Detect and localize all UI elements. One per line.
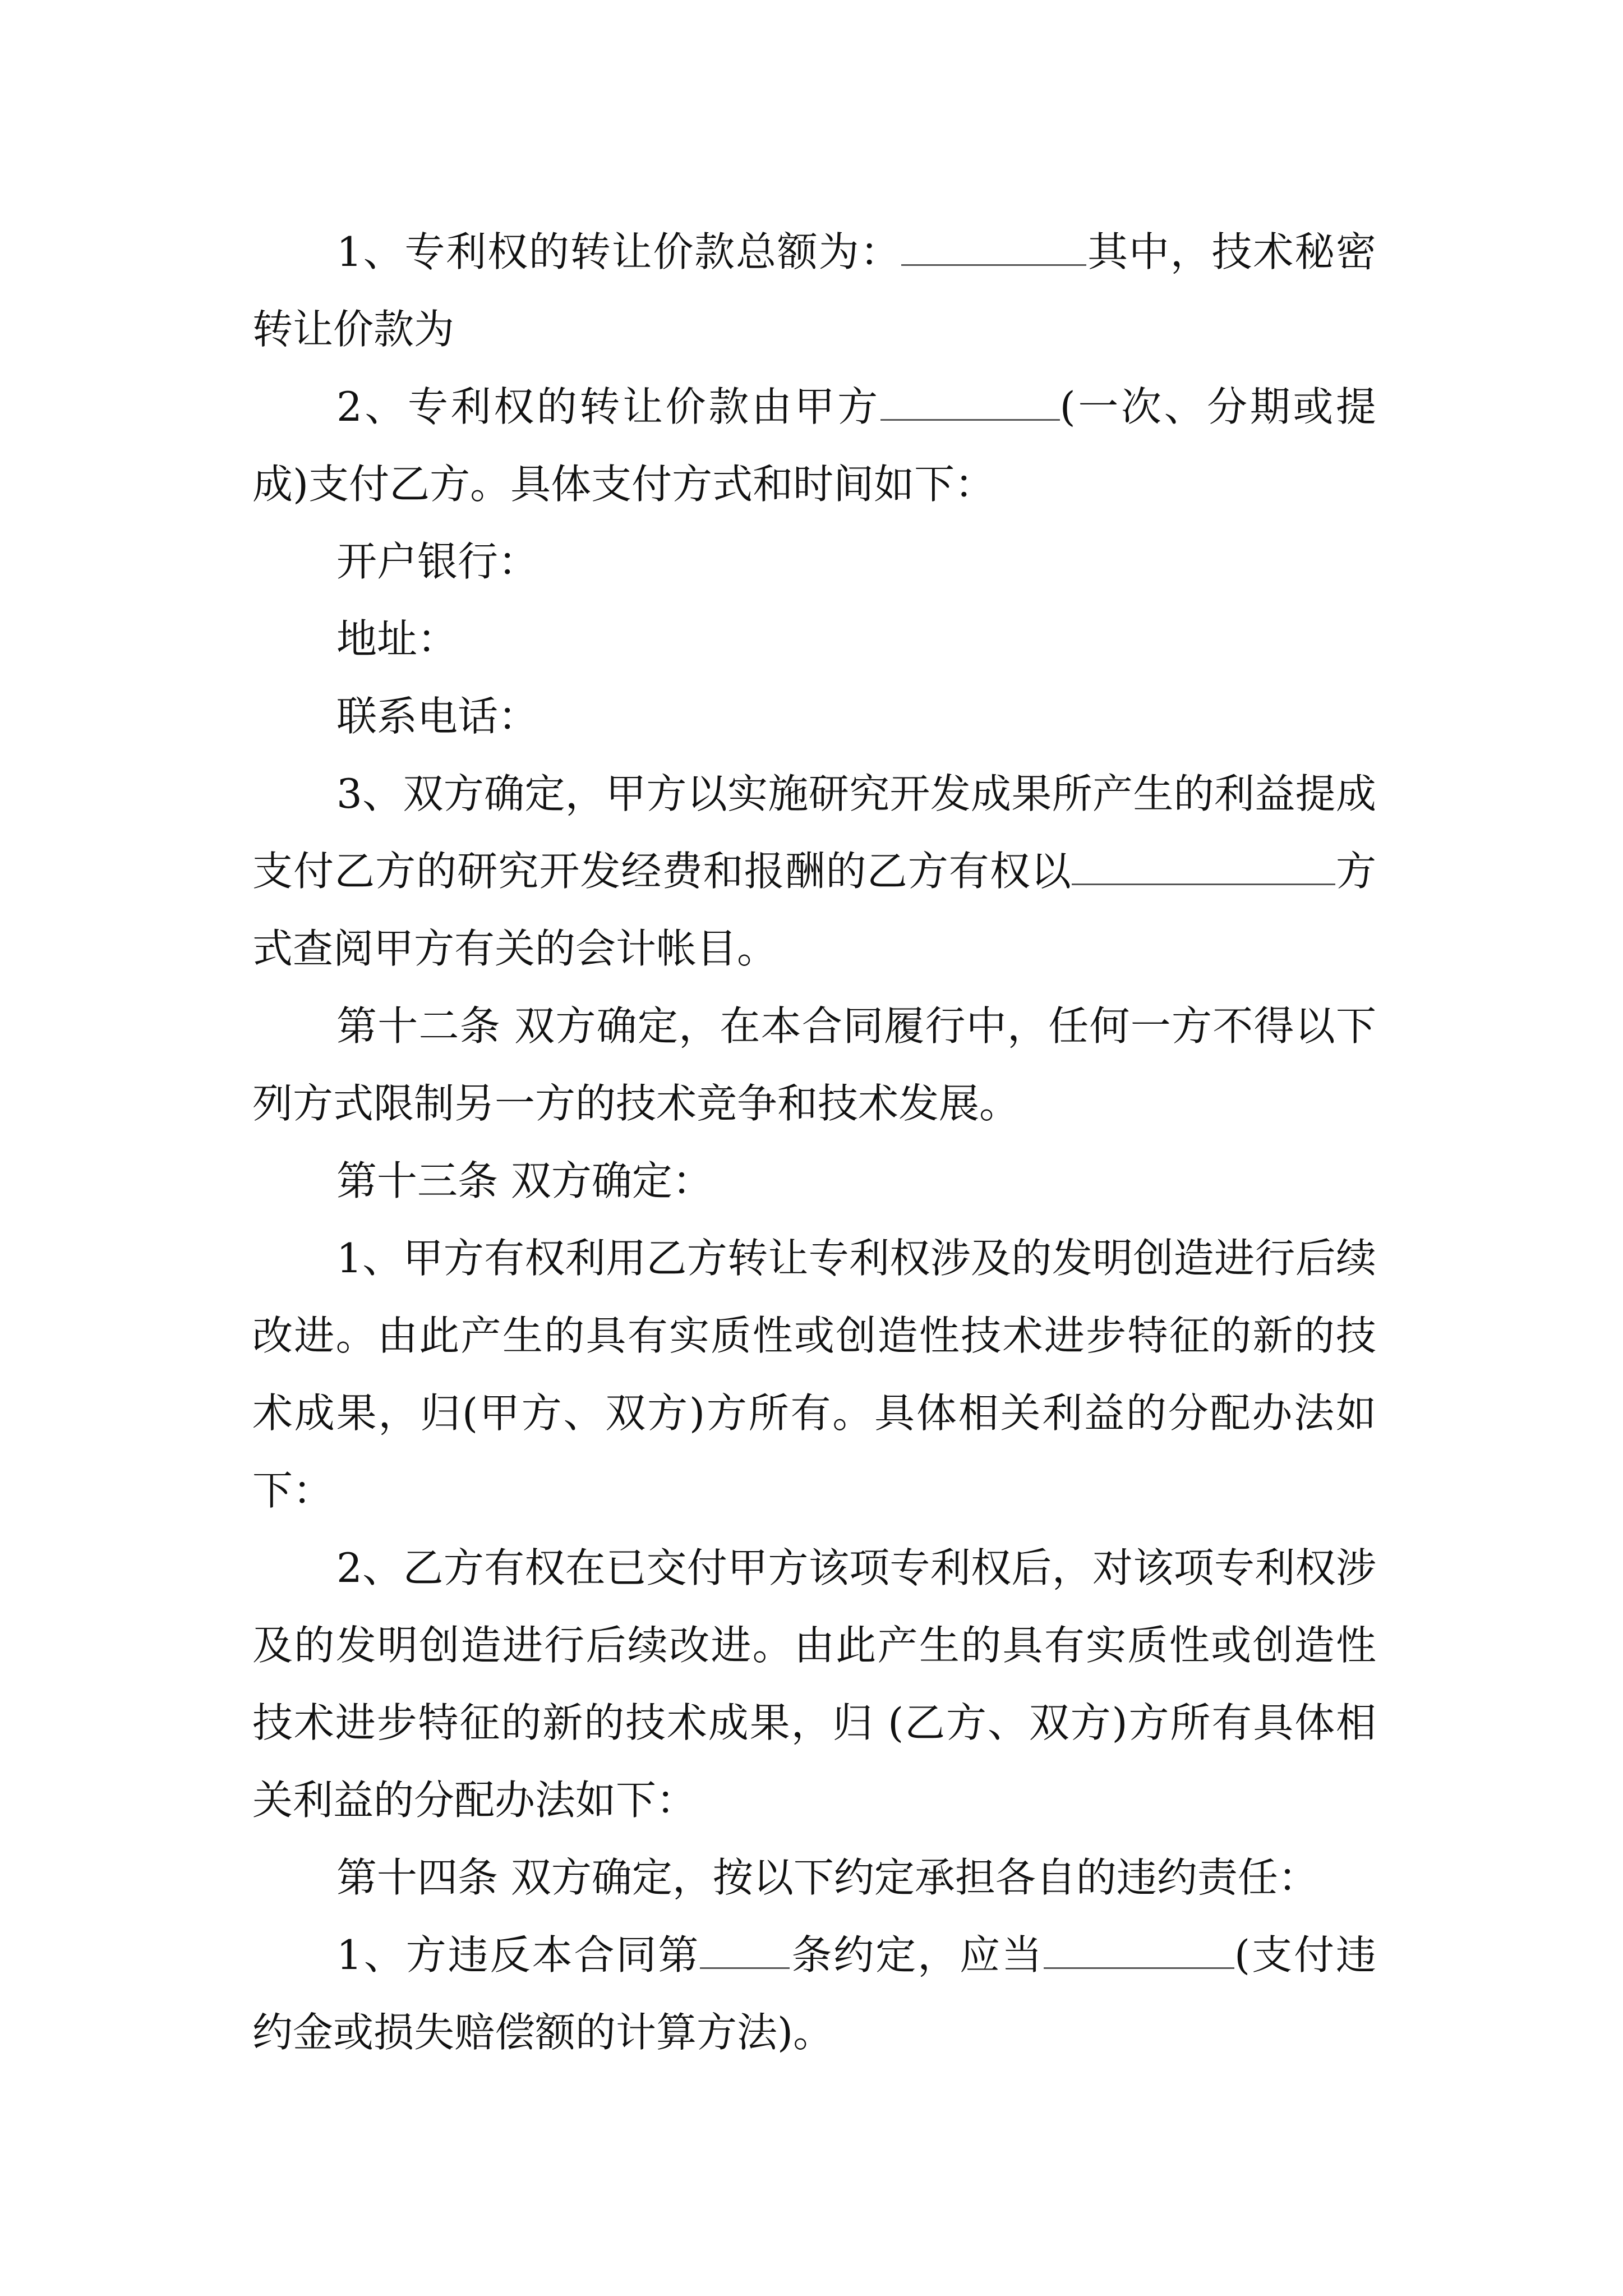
blank-line — [901, 225, 1086, 266]
paragraph-article-12: 第十二条 双方确定，在本合同履行中，任何一方不得以下列方式限制另一方的技术竞争和技术发展。 — [252, 1002, 1376, 1127]
paragraph-address: 地址： — [336, 615, 458, 662]
paragraph-transfer-price-total — [252, 213, 1376, 368]
text-segment: 方式查阅甲方有关的会计帐目。 — [252, 848, 1376, 972]
text-segment: 其中，技术秘密转让价款为 — [252, 228, 1376, 353]
blank-line — [1044, 1928, 1234, 1969]
paragraph-article-13-item-1: 1、甲方有权利用乙方转让专利权涉及的发明创造进行后续改进。由此产生的具有实质性或创造性技术进步特征的新的技术成果，归(甲方、双方)方所有。具体相关利益的分配办法如下： — [252, 1235, 1376, 1514]
blank-line — [880, 380, 1060, 421]
paragraph-payment-method — [252, 368, 1376, 523]
paragraph-bank: 开户银行： — [336, 538, 539, 585]
document-page — [252, 213, 1376, 2071]
text-segment: 3、双方确定，甲方以实施研究开发成果所产生的利益提成支付乙方的研究开发经费和报酬的乙方有权以 — [252, 770, 1376, 895]
paragraph-article-14-item-1 — [252, 1916, 1376, 2071]
blank-line — [700, 1928, 790, 1969]
text-segment: 1、专利权的转让价款总额为： — [336, 228, 902, 275]
blank-line — [1072, 844, 1335, 885]
paragraph-article-13: 第十三条 双方确定： — [336, 1157, 713, 1204]
text-segment: (一次、分期或提成)支付乙方。具体支付方式和时间如下： — [252, 383, 1376, 508]
paragraph-article-14: 第十四条 双方确定，按以下约定承担各自的违约责任： — [336, 1854, 1318, 1901]
paragraph-royalty-audit — [252, 755, 1376, 987]
paragraph-article-13-item-2: 2、乙方有权在已交付甲方该项专利权后，对该项专利权涉及的发明创造进行后续改进。由此产生的具有实质性或创造性技术进步特征的新的技术成果，归 (乙方、双方)方所有具体相关利益的分配办法如下： — [252, 1544, 1376, 1824]
text-segment: 条约定，应当 — [790, 1931, 1044, 1978]
text-segment: (支付违约金或损失赔偿额的计算方法)。 — [252, 1931, 1376, 2056]
text-segment: 2、专利权的转让价款由甲方 — [336, 383, 880, 430]
text-segment: 1、方违反本合同第 — [336, 1931, 700, 1978]
paragraph-phone: 联系电话： — [336, 693, 539, 740]
